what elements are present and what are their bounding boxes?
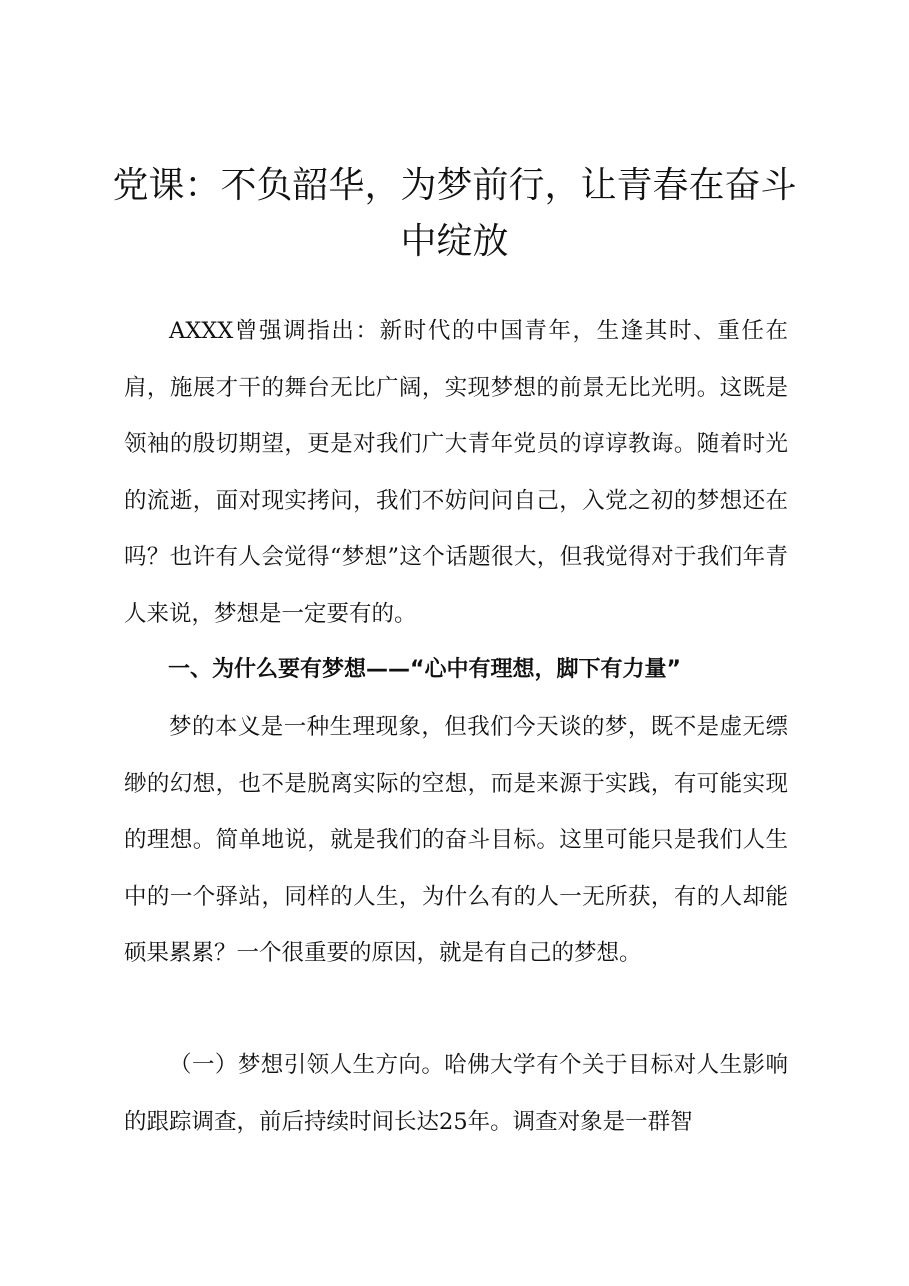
paragraph-dream-meaning: 梦的本义是一种生理现象，但我们今天谈的梦，既不是虚无缥缈的幻想，也不是脱离实际的空想，而是来源于实践，有可能实现的理想。简单地说，就是我们的奋斗目标。这里可能只是我们人生中的一个驿站，同样的人生，为什么有的人一无所获，有的人却能硕果累累？一个很重要的原因，就是有自己的梦想。: [124, 714, 788, 966]
paragraph-dream-direction: （一）梦想引领人生方向。哈佛大学有个关于目标对人生影响的跟踪调查，前后持续时间长达25年。调查对象是一群智: [124, 1052, 788, 1135]
document-title: 党课：不负韶华，为梦前行，让青春在奋斗中绽放: [112, 165, 797, 262]
section-heading-1: 一、为什么要有梦想——“心中有理想，脚下有力量”: [168, 657, 681, 682]
paragraph-intro: AXXX曾强调指出：新时代的中国青年，生逢其时、重任在肩，施展才干的舞台无比广阔，实现梦想的前景无比光明。这既是领袖的殷切期望，更是对我们广大青年党员的谆谆教诲。随着时光的流逝，面对现实拷问，我们不妨问问自己，入党之初的梦想还在吗？也许有人会觉得“梦想”这个话题很大，但我觉得对于我们年青人来说，梦想是一定要有的。: [124, 318, 788, 627]
